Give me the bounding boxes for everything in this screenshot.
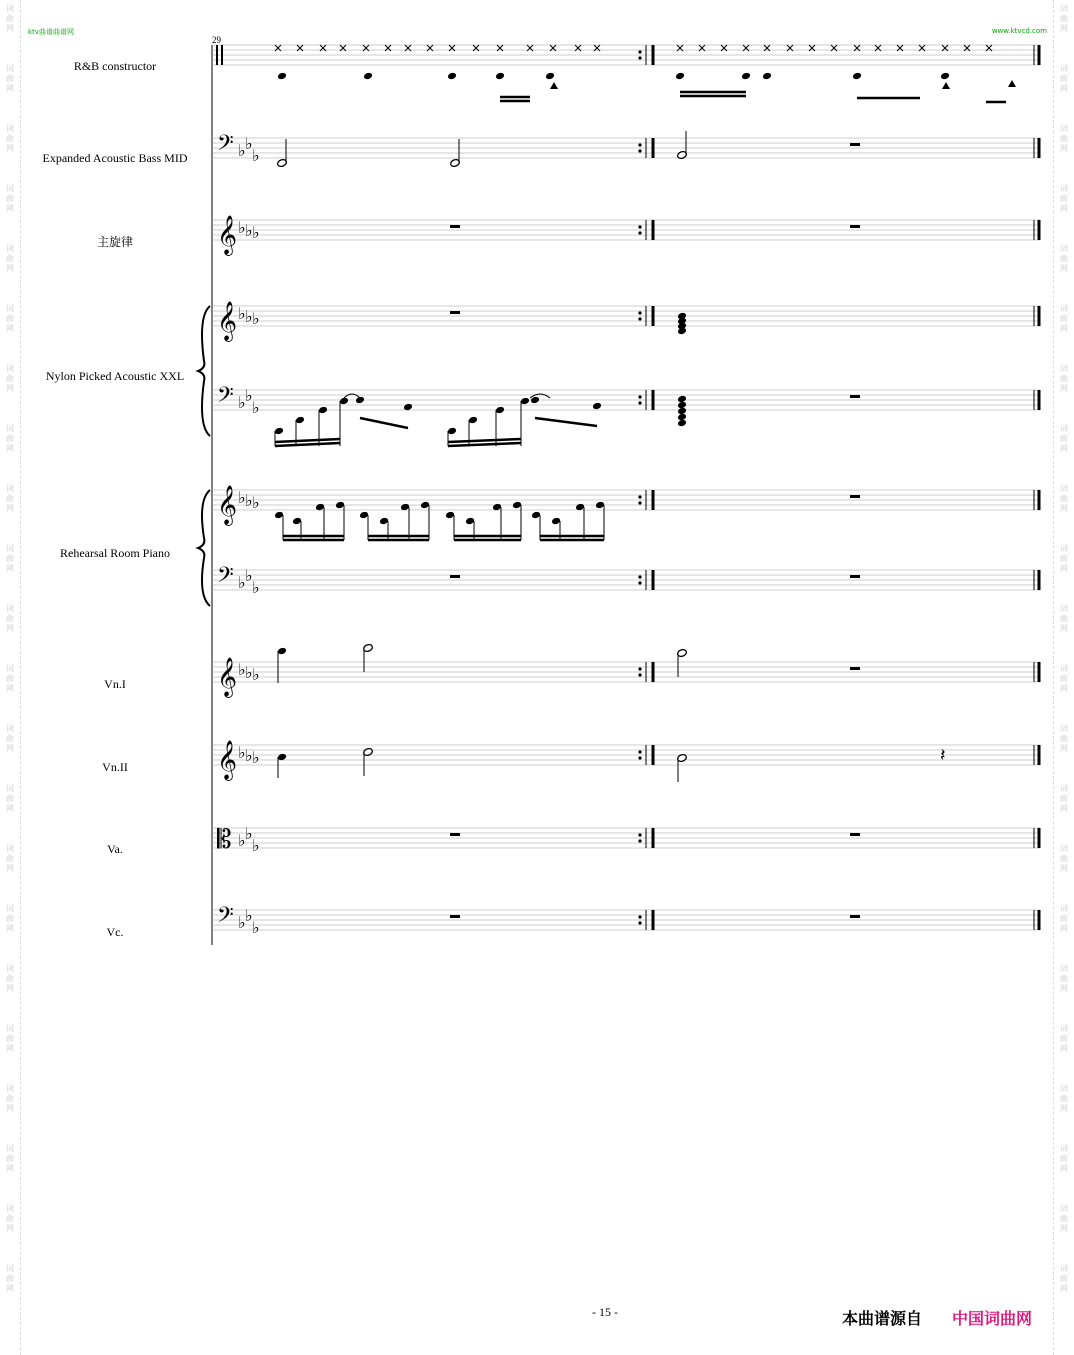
instrument-label-rb-constructor: R&B constructor xyxy=(73,59,157,73)
flat-accidental-icon: ♭ xyxy=(245,746,253,765)
filled-note xyxy=(531,511,541,520)
flat-accidental-icon: ♭ xyxy=(252,493,260,512)
filled-note xyxy=(420,501,430,510)
filled-note xyxy=(292,517,302,526)
flat-accidental-icon: ♭ xyxy=(238,488,246,507)
filled-note xyxy=(274,511,284,520)
watermark-glyph-group: 词 曲 网 xyxy=(1060,1084,1068,1113)
filled-note xyxy=(295,416,305,425)
watermark-glyph-group: 词 曲 网 xyxy=(1060,64,1068,93)
grand-staff-brace xyxy=(198,306,210,436)
repeat-dot xyxy=(638,750,641,753)
watermark-glyph-group: 词 曲 网 xyxy=(1060,1144,1068,1173)
beam xyxy=(535,418,597,426)
filled-note xyxy=(592,402,602,411)
flat-accidental-icon: ♭ xyxy=(245,307,253,326)
flat-accidental-icon: ♭ xyxy=(252,398,260,417)
treble-clef-icon: 𝄞 xyxy=(217,301,238,341)
watermark-glyph-group: 词 曲 网 xyxy=(1060,4,1068,33)
whole-rest xyxy=(450,833,460,836)
beam xyxy=(275,439,340,442)
flat-accidental-icon: ♭ xyxy=(252,665,260,684)
alto-clef-icon: 𝄡 xyxy=(217,825,232,855)
bass-clef-icon: 𝄢 xyxy=(217,563,234,593)
flat-accidental-icon: ♭ xyxy=(238,141,246,160)
repeat-dot xyxy=(638,575,641,578)
watermark-glyph-group: 词 曲 网 xyxy=(6,904,14,933)
watermark-glyph-group: 词 曲 网 xyxy=(1060,424,1068,453)
watermark-glyph-group: 词 曲 网 xyxy=(1060,1204,1068,1233)
repeat-dot xyxy=(638,143,641,146)
watermark-glyph-group: 词 曲 网 xyxy=(1060,184,1068,213)
repeat-dot xyxy=(638,915,641,918)
flat-accidental-icon: ♭ xyxy=(245,906,253,925)
watermark-glyph-group: 词 曲 网 xyxy=(6,1204,14,1233)
tie xyxy=(530,394,550,398)
flat-accidental-icon: ♭ xyxy=(238,218,246,237)
flat-accidental-icon: ♭ xyxy=(238,913,246,932)
filled-note xyxy=(274,427,284,436)
watermark-glyph-group: 词 曲 网 xyxy=(6,664,14,693)
whole-rest xyxy=(850,915,860,918)
treble-clef-icon: 𝄞 xyxy=(217,215,238,255)
repeat-dot xyxy=(638,673,641,676)
measure-number: 29 xyxy=(212,35,221,45)
watermark-glyph-group: 词 曲 网 xyxy=(6,784,14,813)
watermark-glyph-group: 词 曲 网 xyxy=(6,964,14,993)
filled-note xyxy=(468,416,478,425)
flat-accidental-icon: ♭ xyxy=(252,836,260,855)
watermark-glyph-group: 词 曲 网 xyxy=(6,1264,14,1293)
treble-clef-icon: 𝄞 xyxy=(217,740,238,780)
repeat-dot xyxy=(638,833,641,836)
repeat-dot xyxy=(638,395,641,398)
whole-rest xyxy=(850,667,860,670)
instrument-label-main-melody: 主旋律 xyxy=(96,235,133,249)
instrument-label-rehearsal-piano: Rehearsal Room Piano xyxy=(60,546,170,560)
percussion-note xyxy=(447,72,457,81)
filled-note xyxy=(355,396,365,405)
repeat-dot xyxy=(638,225,641,228)
flat-accidental-icon: ♭ xyxy=(252,223,260,242)
watermark-glyph-group: 词 曲 网 xyxy=(1060,964,1068,993)
percussion-note xyxy=(495,72,505,81)
watermark-glyph-group: 词 曲 网 xyxy=(1060,244,1068,273)
beam xyxy=(275,443,340,446)
instrument-label-viola: Va. xyxy=(107,842,123,856)
whole-rest xyxy=(850,495,860,498)
flat-accidental-icon: ♭ xyxy=(238,743,246,762)
filled-note xyxy=(335,501,345,510)
repeat-dot xyxy=(638,149,641,152)
repeat-dot xyxy=(638,50,641,53)
filled-note xyxy=(318,406,328,415)
filled-note xyxy=(551,517,561,526)
flat-accidental-icon: ♭ xyxy=(245,824,253,843)
repeat-dot xyxy=(638,317,641,320)
whole-rest xyxy=(450,575,460,578)
repeat-dot xyxy=(638,756,641,759)
bass-clef-icon: 𝄢 xyxy=(217,903,234,933)
filled-note xyxy=(512,501,522,510)
instrument-label-violin-1: Vn.I xyxy=(104,677,126,691)
flat-accidental-icon: ♭ xyxy=(252,578,260,597)
watermark-glyph-group: 词 曲 网 xyxy=(1060,544,1068,573)
percussion-note xyxy=(940,72,950,81)
repeat-dot xyxy=(638,921,641,924)
flat-accidental-icon: ♭ xyxy=(252,146,260,165)
flat-accidental-icon: ♭ xyxy=(252,748,260,767)
watermark-glyph-group: 词 曲 网 xyxy=(6,724,14,753)
watermark-glyph-group: 词 曲 网 xyxy=(6,1084,14,1113)
quarter-rest-icon: 𝄽 xyxy=(940,745,946,766)
watermark-glyph-group: 词 曲 网 xyxy=(6,244,14,273)
watermark-glyph-group: 词 曲 网 xyxy=(1060,304,1068,333)
flat-accidental-icon: ♭ xyxy=(238,831,246,850)
filled-note xyxy=(495,406,505,415)
filled-note xyxy=(339,397,349,406)
whole-rest xyxy=(450,915,460,918)
flat-accidental-icon: ♭ xyxy=(245,663,253,682)
instrument-label-violin-2: Vn.II xyxy=(102,760,128,774)
filled-note xyxy=(520,397,530,406)
triangle-notehead xyxy=(942,82,950,89)
watermark-glyph-group: 词 曲 网 xyxy=(6,124,14,153)
percussion-clef xyxy=(221,45,223,65)
treble-clef-icon: 𝄞 xyxy=(217,657,238,697)
watermark-glyph-group: 词 曲 网 xyxy=(1060,784,1068,813)
watermark-glyph-group: 词 曲 网 xyxy=(6,544,14,573)
repeat-dot xyxy=(638,501,641,504)
whole-rest xyxy=(850,395,860,398)
instrument-label-nylon-guitar: Nylon Picked Acoustic XXL xyxy=(45,369,185,383)
watermark-glyph-group: 词 曲 网 xyxy=(1060,1024,1068,1053)
instrument-label-acoustic-bass: Expanded Acoustic Bass MID xyxy=(42,151,188,165)
repeat-dot xyxy=(638,231,641,234)
watermark-glyph-group: 词 曲 网 xyxy=(1060,664,1068,693)
flat-accidental-icon: ♭ xyxy=(238,573,246,592)
repeat-dot xyxy=(638,667,641,670)
footer-source-label: 本曲谱源自 xyxy=(842,1309,923,1328)
watermark-glyph-group: 词 曲 网 xyxy=(6,424,14,453)
watermark-glyph-group: 词 曲 网 xyxy=(1060,604,1068,633)
watermark-glyph-group: 词 曲 网 xyxy=(6,1024,14,1053)
percussion-note xyxy=(675,72,685,81)
flat-accidental-icon: ♭ xyxy=(252,918,260,937)
watermark-glyph-group: 词 曲 网 xyxy=(6,184,14,213)
whole-rest xyxy=(850,225,860,228)
watermark-glyph-group: 词 曲 网 xyxy=(6,844,14,873)
flat-accidental-icon: ♭ xyxy=(238,660,246,679)
watermark-glyph-group: 词 曲 网 xyxy=(6,64,14,93)
flat-accidental-icon: ♭ xyxy=(238,393,246,412)
watermark-glyph-group: 词 曲 网 xyxy=(1060,364,1068,393)
footer-brand[interactable]: 中国词曲网 xyxy=(952,1309,1033,1328)
percussion-clef xyxy=(216,45,218,65)
flat-accidental-icon: ♭ xyxy=(252,309,260,328)
beam xyxy=(448,439,521,442)
filled-note xyxy=(379,517,389,526)
watermark-glyph-group: 词 曲 网 xyxy=(6,604,14,633)
repeat-dot xyxy=(638,581,641,584)
whole-rest xyxy=(850,143,860,146)
flat-accidental-icon: ♭ xyxy=(245,491,253,510)
page-number: - 15 - xyxy=(592,1305,618,1319)
bass-clef-icon: 𝄢 xyxy=(217,131,234,161)
tie xyxy=(344,394,360,398)
percussion-note xyxy=(741,72,751,81)
percussion-note xyxy=(852,72,862,81)
watermark-glyph-group: 词 曲 网 xyxy=(1060,904,1068,933)
filled-note xyxy=(595,501,605,510)
percussion-note xyxy=(545,72,555,81)
watermark-glyph-group: 词 曲 网 xyxy=(1060,124,1068,153)
repeat-dot xyxy=(638,495,641,498)
filled-note xyxy=(465,517,475,526)
filled-note xyxy=(445,511,455,520)
watermark-glyph-group: 词 曲 网 xyxy=(6,364,14,393)
filled-note xyxy=(359,511,369,520)
watermark-glyph-group: 词 曲 网 xyxy=(1060,724,1068,753)
watermark-glyph-group: 词 曲 网 xyxy=(6,1144,14,1173)
repeat-dot xyxy=(638,401,641,404)
bass-clef-icon: 𝄢 xyxy=(217,383,234,413)
flat-accidental-icon: ♭ xyxy=(245,566,253,585)
watermark-glyph-group: 词 曲 网 xyxy=(6,4,14,33)
flat-accidental-icon: ♭ xyxy=(245,134,253,153)
percussion-note xyxy=(277,72,287,81)
repeat-dot xyxy=(638,311,641,314)
whole-rest xyxy=(450,311,460,314)
repeat-dot xyxy=(638,56,641,59)
whole-rest xyxy=(450,225,460,228)
repeat-dot xyxy=(638,839,641,842)
whole-rest xyxy=(850,575,860,578)
watermark-glyph-group: 词 曲 网 xyxy=(1060,844,1068,873)
filled-note xyxy=(447,427,457,436)
watermark-glyph-group: 词 曲 网 xyxy=(6,304,14,333)
triangle-notehead xyxy=(550,82,558,89)
grand-staff-brace xyxy=(198,490,210,606)
instrument-label-cello: Vc. xyxy=(106,925,124,939)
flat-accidental-icon: ♭ xyxy=(238,304,246,323)
filled-note xyxy=(277,647,287,656)
watermark-glyph-group: 词 曲 网 xyxy=(1060,1264,1068,1293)
site-label-right[interactable]: www.ktvcd.com xyxy=(991,27,1047,35)
watermark-glyph-group: 词 曲 网 xyxy=(1060,484,1068,513)
site-label-left[interactable]: ktv曲谱曲谱网 xyxy=(28,28,74,36)
percussion-note xyxy=(363,72,373,81)
chord-note xyxy=(677,419,687,428)
beam xyxy=(448,443,521,446)
whole-rest xyxy=(850,833,860,836)
beam xyxy=(360,418,408,428)
percussion-note xyxy=(762,72,772,81)
treble-clef-icon: 𝄞 xyxy=(217,485,238,525)
triangle-notehead xyxy=(1008,80,1016,87)
flat-accidental-icon: ♭ xyxy=(245,386,253,405)
watermark-glyph-group: 词 曲 网 xyxy=(6,484,14,513)
flat-accidental-icon: ♭ xyxy=(245,221,253,240)
